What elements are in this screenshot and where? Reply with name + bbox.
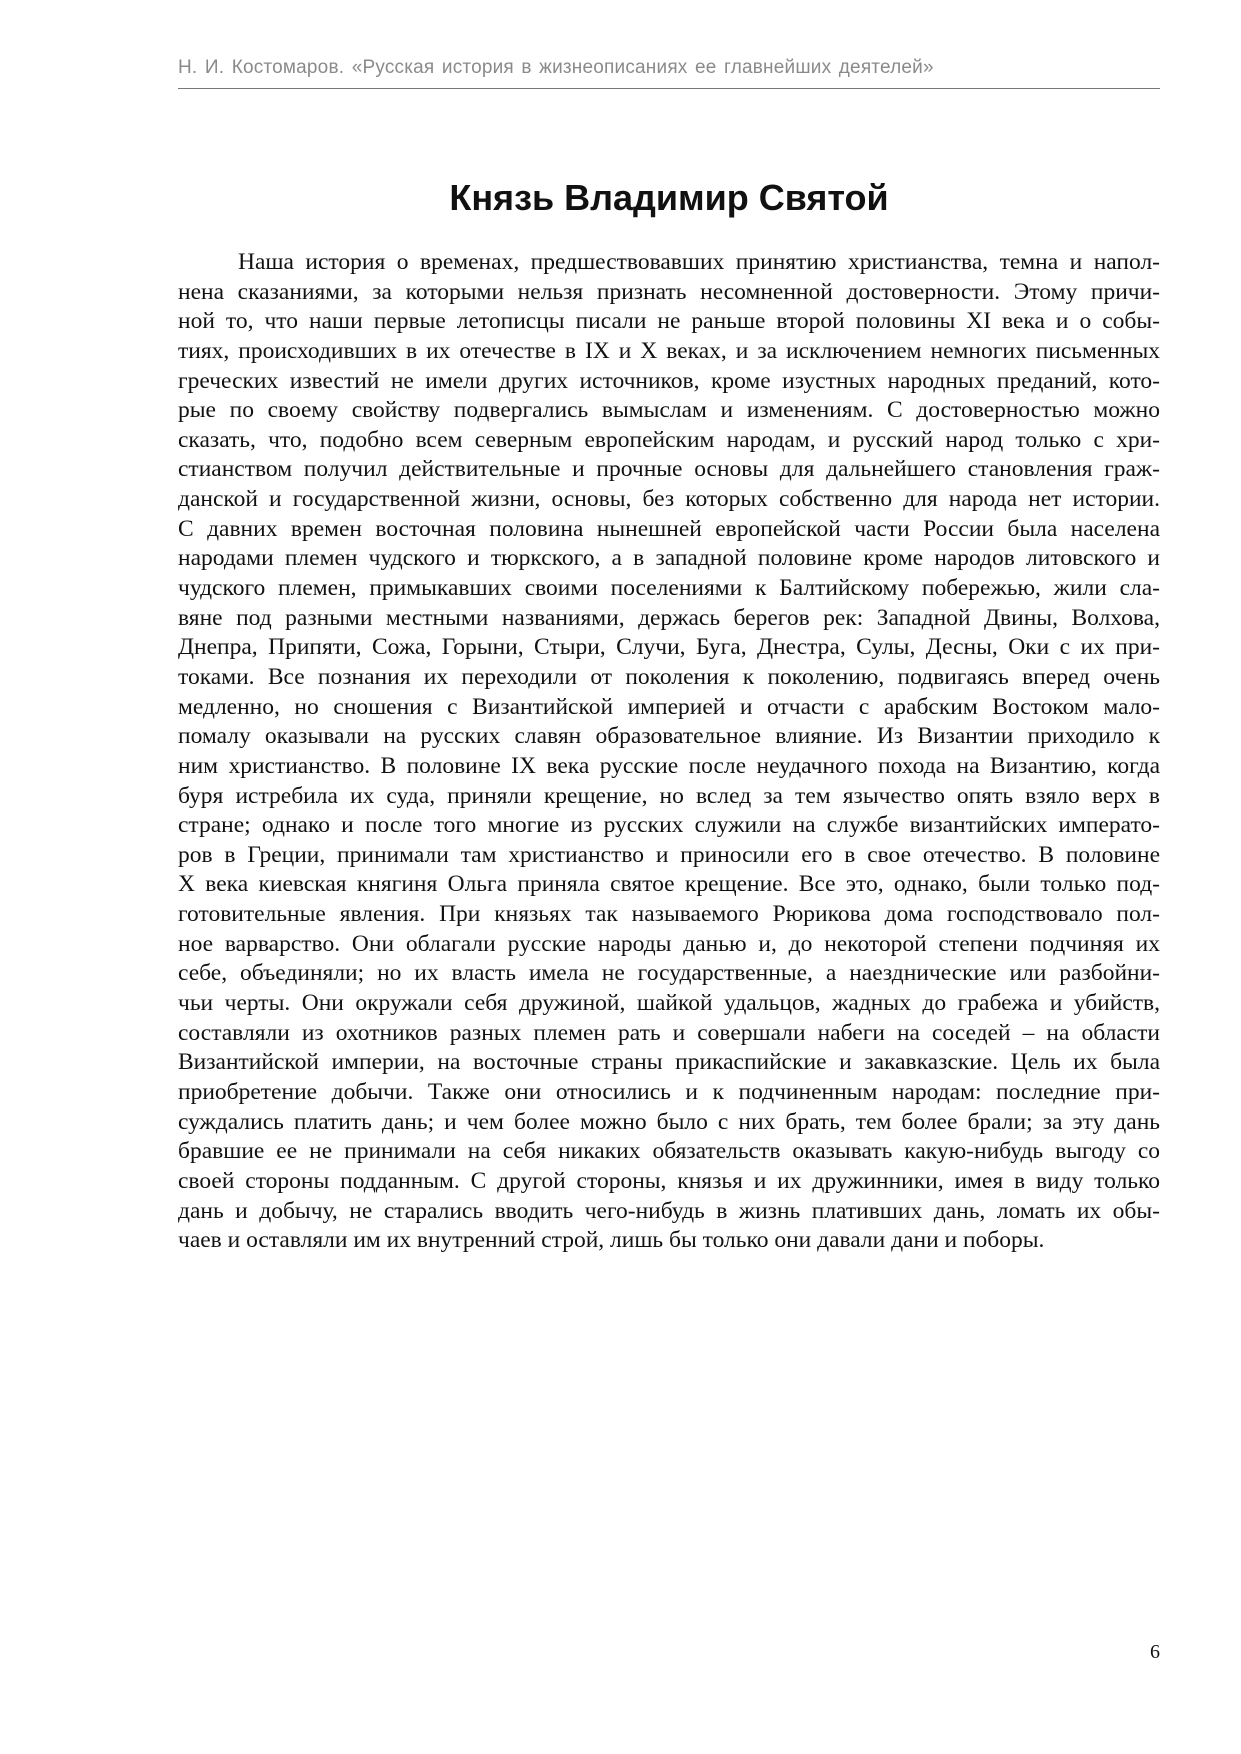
text-line: чаев и оставляли им их внутренний строй, лишь бы только они давали дани и поборы. xyxy=(178,1227,1045,1254)
text-line: ное варварство. Они облагали русские народы данью и, до некоторой степени подчиняя их xyxy=(178,930,1160,957)
text-line: себе, объединяли; но их власть имела не государственные, а наезднические или разбойни- xyxy=(178,960,1160,987)
text-line: вяне под разными местными названиями, держась берегов рек: Западной Двины, Волхова, xyxy=(178,604,1160,631)
text-line: данской и государственной жизни, основы, без которых собственно для народа нет истории. xyxy=(178,486,1160,513)
text-line: греческих известий не имели других источников, кроме изустных народных преданий, кото- xyxy=(178,367,1160,394)
running-header: Н. И. Костомаров. «Русская история в жизнеописаниях ее главнейших деятелей» xyxy=(178,57,934,78)
text-line: ним христианство. В половине IX века русские после неудачного похода на Византию, когда xyxy=(178,752,1160,779)
text-line: народами племен чудского и тюркского, а в западной половине кроме народов литовского и xyxy=(178,545,1160,572)
text-line: готовительные явления. При князьях так называемого Рюрикова дома господствовало пол- xyxy=(178,901,1160,928)
text-line: нена сказаниями, за которыми нельзя признать несомненной достоверности. Этому причи- xyxy=(178,278,1160,305)
text-line: бравшие ее не принимали на себя никаких обязательств оказывать какую-нибудь выгоду со xyxy=(178,1138,1160,1165)
text-line: дань и добычу, не старались вводить чего-нибудь в жизнь плативших дань, ломать их обы- xyxy=(178,1197,1160,1224)
text-line: своей стороны подданным. С другой стороны, князья и их дружинники, имея в виду только xyxy=(178,1167,1160,1194)
text-line: стианством получил действительные и прочные основы для дальнейшего становления граж- xyxy=(178,456,1160,483)
text-line: буря истребила их суда, приняли крещение, но вслед за тем язычество опять взяло верх в xyxy=(178,782,1160,809)
header-divider xyxy=(178,88,1160,89)
text-line: тиях, происходивших в их отечестве в IX и X веках, и за исключением немногих письменных xyxy=(178,337,1160,364)
text-line: Византийской империи, на восточные страны прикаспийские и закавказские. Цель их была xyxy=(178,1049,1160,1076)
text-line: чудского племен, примыкавших своими поселениями к Балтийскому побережью, жили сла- xyxy=(178,575,1160,602)
text-line: токами. Все познания их переходили от поколения к поколению, подвигаясь вперед очень xyxy=(178,663,1160,690)
text-line: суждались платить дань; и чем более можно было с них брать, тем более брали; за эту дань xyxy=(178,1108,1160,1135)
text-line: стране; однако и после того многие из русских служили на службе византийских императо- xyxy=(178,812,1160,839)
text-line: ров в Греции, принимали там христианство и приносили его в свое отечество. В половине xyxy=(178,841,1160,868)
text-line: составляли из охотников разных племен рать и совершали набеги на соседей – на области xyxy=(178,1019,1160,1046)
chapter-title: Князь Владимир Святой xyxy=(449,177,889,218)
page-number: 6 xyxy=(1150,1641,1160,1663)
text-line: рые по своему свойству подвергались вымыслам и изменениям. С достоверностью можно xyxy=(178,397,1160,424)
text-line: ной то, что наши первые летописцы писали не раньше второй половины XI века и о собы- xyxy=(178,308,1160,335)
text-line: С давних времен восточная половина нынешней европейской части России была населена xyxy=(178,515,1160,542)
body-paragraph xyxy=(178,248,1160,1256)
text-line: чьи черты. Они окружали себя дружиной, шайкой удальцов, жадных до грабежа и убийств, xyxy=(178,990,1160,1017)
text-line: X века киевская княгиня Ольга приняла святое крещение. Все это, однако, были только под- xyxy=(178,871,1160,898)
text-line: помалу оказывали на русских славян образовательное влияние. Из Византии приходило к xyxy=(178,723,1160,750)
text-line: медленно, но сношения с Византийской империей и отчасти с арабским Востоком мало- xyxy=(178,693,1160,720)
text-line: приобретение добычи. Также они относились и к подчиненным народам: последние при- xyxy=(178,1078,1160,1105)
text-line: сказать, что, подобно всем северным европейским народам, и русский народ только с хри- xyxy=(178,426,1160,453)
text-line: Днепра, Припяти, Сожа, Горыни, Стыри, Случи, Буга, Днестра, Сулы, Десны, Оки с их при- xyxy=(178,634,1160,661)
text-line: Наша история о временах, предшествовавших принятию христианства, темна и напол- xyxy=(238,249,1160,275)
